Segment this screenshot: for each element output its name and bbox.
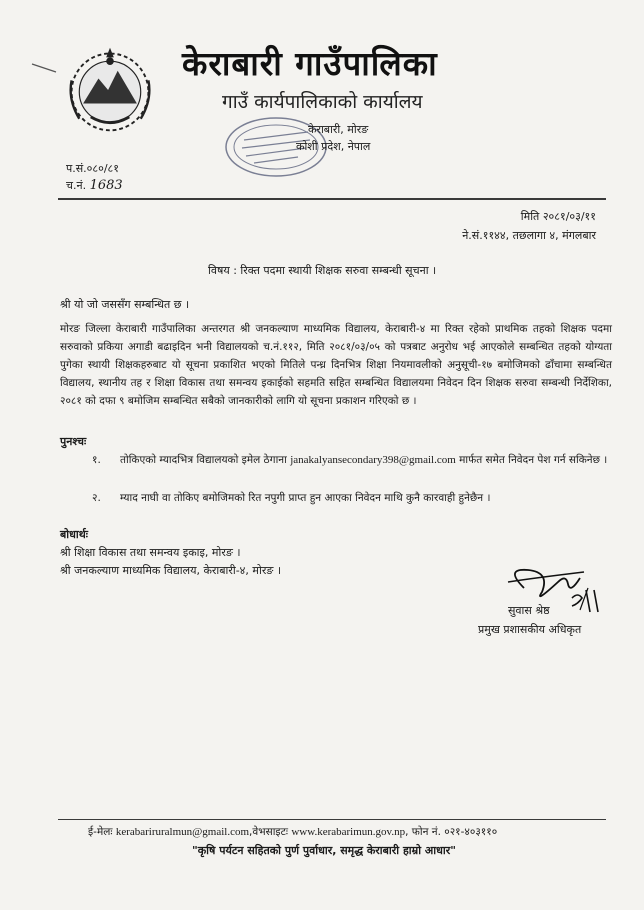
cc-label: बोधार्थः [60, 528, 88, 541]
footer-contact [88, 825, 497, 839]
phone-number: , फोन नं. ०२१-४०३११० [405, 826, 498, 838]
reference-number: प.सं.०८०/८१ [66, 162, 119, 175]
condition-text-after: मार्फत समेत निवेदन पेश गर्न सकिनेछ । [455, 454, 608, 466]
dispatch-handwritten-number: 1683 [89, 178, 123, 193]
condition-item [92, 452, 612, 469]
signatory-title: प्रमुख प्रशासकीय अधिकृत [478, 623, 582, 636]
footer-divider [58, 819, 606, 820]
municipality-email-link[interactable]: kerabariruralmun@gmail.com [115, 826, 250, 838]
subject-line: विषय : रिक्त पदमा स्थायी शिक्षक सरुवा सम्बन्धी सूचना । [208, 264, 437, 277]
bs-date: मिति २०८१/०३/११ [520, 210, 596, 223]
office-name: गाउँ कार्यपालिकाको कार्यालय [222, 91, 423, 113]
nepal-emblem-icon [62, 42, 158, 138]
footer-slogan: "कृषि पर्यटन सहितको पुर्ण पुर्वाधार, समृद्ध केराबारी हाम्रो आधार" [192, 844, 456, 857]
address-line-2: कोशी प्रदेश, नेपाल [296, 140, 371, 153]
header-divider [58, 198, 606, 200]
condition-number: १. [92, 454, 101, 466]
condition-text [120, 452, 612, 469]
municipality-website-link[interactable]: www.kerabarimun.gov.np [291, 826, 406, 838]
notice-body: मोरङ जिल्ला केराबारी गाउँपालिका अन्तरगत श्री जनकल्याण माध्यमिक विद्यालय, केराबारी-४ मा रिक्त रहेको प्राथमिक तहको शिक्षक पदमा सरुवाको प्रकिया अगाडी बढाइदिन भनी विद्यालयको च.नं.११२, मिति २०८१/०३/०५ को पत्रबाट अनुरोध भई आएकोले सम्बन्धित तहको योग्यता पुगेका स्थायी शिक्षकहरुबाट यो सूचना प्रकाशित भएको मितिले पन्ध्र दिनभित्र शिक्षा नियमावलीको अनुसूची-१७ बमोजिमको ढाँचामा सम्बन्धित विद्यालय, स्थानीय तह र शिक्षा विकास तथा समन्वय इकाईको सहमति सहित सम्बन्धित विद्यालयमा निवेदन दिन शिक्षक सरुवा सम्बन्धी निर्देशिका, २०८१ को दफा ९ बमोजिम सम्बन्धित सबैको जानकारीको लागि यो सूचना प्रकाशन गरिएको छ । [60, 323, 612, 407]
address-line-1: केराबारी, मोरङ [308, 123, 369, 136]
condition-number: २. [92, 492, 101, 504]
email-label: ई-मेलः [88, 826, 113, 838]
cc-recipient: श्री शिक्षा विकास तथा समन्वय इकाइ, मोरङ । [60, 546, 241, 559]
signatory-name: सुवास श्रेष्ठ [508, 604, 550, 617]
pencil-mark [30, 60, 60, 74]
condition-item [92, 490, 612, 507]
salutation: श्री यो जो जससँग सम्बन्धित छ । [60, 298, 190, 311]
municipality-title: केराबारी गाउँपालिका [182, 44, 438, 83]
school-email-link[interactable]: janakalyansecondary398@gmail.com [290, 454, 456, 466]
nepal-sambat-date: ने.सं.११४४, तछलागा ४, मंगलबार [462, 229, 596, 242]
website-label: ,वेभसाइटः [249, 826, 288, 838]
dispatch-number [66, 178, 123, 193]
condition-text-before: तोकिएको म्यादभित्र विद्यालयको इमेल ठेगाना [120, 454, 291, 466]
dispatch-prefix: च.नं. [66, 179, 87, 192]
condition-text: म्याद नाघी वा तोकिए बमोजिमको रित नपुगी प्राप्त हुन आएका निवेदन माथि कुनै कारवाही हुनेछैन । [120, 492, 491, 504]
cc-recipient: श्री जनकल्याण माध्यमिक विद्यालय, केराबारी-४, मोरङ । [60, 564, 281, 577]
postscript-label: पुनश्चः [60, 435, 87, 448]
